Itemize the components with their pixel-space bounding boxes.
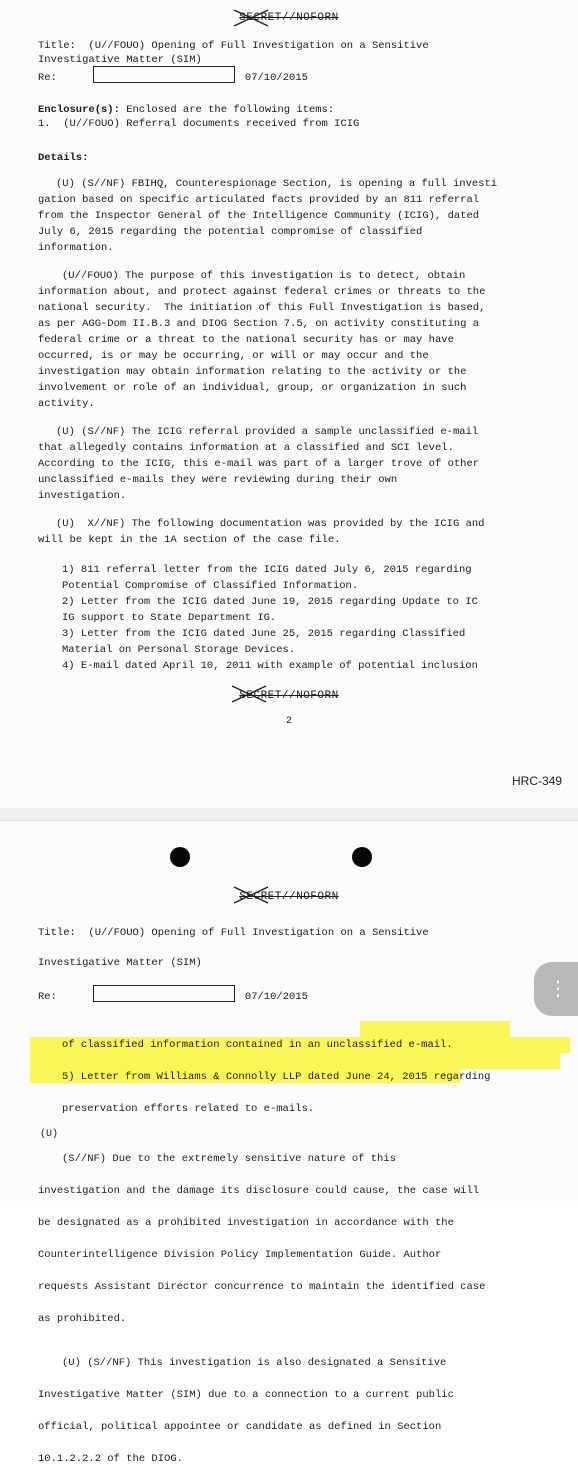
enclosure-line: Enclosure(s): Enclosed are the following items: bbox=[38, 104, 335, 116]
paragraph-6: (U) (S//NF) This investigation is also designated a Sensitive Investigative Matter (SIM) due to a connection to a current public official, political appointee or candidate as defined in Section 10.1.2.2.2 of the DIOG. bbox=[38, 1357, 454, 1465]
enclosure-item: 1. (U//FOUO) Referral documents received from ICIG bbox=[38, 118, 360, 130]
bates-number: HRC-349 bbox=[511, 774, 562, 788]
re-line: Re: 07/10/2015 bbox=[38, 66, 538, 86]
strike-x-icon bbox=[232, 885, 270, 905]
punch-hole-dot-icon bbox=[170, 847, 190, 867]
document-page-1: SECRET//NOFORN Title: (U//FOUO) Opening of Full Investigation on a Sensitive Investigative Matter (SIM) Re: 07/10/2015 Enclosure(s): Enclosed are the following items: 1. (U//FOUO) Referral documents received from ICIG Details: (U) (S//NF) FBIHQ, Counterespionage Section, is opening a full investi gation based on specific articulated facts provided by an 811 referral from the Inspector General of the Intelligence Community (ICIG), dated July 6, 2015 regarding the potential compromise of classified information. (U//FOUO) The purpose of this investigation is to detect, obtain information about, and protect against federal crimes or threats to the national security. The initiation of this Full Investigation is based, as per AGG-Dom II.B.3 and DIOG Section 7.5, on activity constituting a federal crime or a threat to the national security has or may have occurred, is or may be occurring, or will or may occur and the investigation may obtain information relating to the activity or the involvement or role of an individual, group, or organization in such activity. (U) (S//NF) The ICIG referral provided a sample unclassified e-mail that allegedly contains information at a classified and SCI level. According to the ICIG, this e-mail was part of a larger trove of other unclassified e-mails they were reviewing during their own investigation. (U) X//NF) The following documentation was provided by the ICIG and will be kept in the 1A section of the case file. 1) 811 referral letter from the ICIG dated July 6, 2015 regarding Potential Compromise of Classified Information. 2) Letter from the ICIG dated June 19, 2015 regarding Update to IC IG support to State Department IG. 3) Letter from the ICIG dated June 25, 2015 regarding Classified Material on Personal Storage Devices. 4) E-mail dated April 10, 2011 with example of potential inclusion SECRET//NOFORN 2 HRC-349 bbox=[0, 0, 578, 808]
page-number: 2 bbox=[285, 716, 292, 727]
classification-footer: SECRET//NOFORN bbox=[239, 690, 339, 702]
scroll-handle[interactable] bbox=[534, 962, 578, 1016]
title-line-2: Investigative Matter (SIM) bbox=[38, 54, 202, 66]
title-line-2: Investigative Matter (SIM) bbox=[38, 957, 202, 969]
strike-x-icon bbox=[230, 684, 268, 704]
list-continuation: of classified information contained in an unclassified e-mail. 5) Letter from Williams & Connolly LLP dated June 24, 2015 regarding preservation efforts related to e-mails. bbox=[62, 1039, 491, 1115]
title-line-1: Title: (U//FOUO) Opening of Full Investigation on a Sensitive bbox=[38, 927, 429, 939]
re-line: Re: 07/10/2015 bbox=[38, 985, 538, 1005]
highlight-mark bbox=[360, 1021, 510, 1037]
classification-header: SECRET//NOFORN bbox=[239, 891, 339, 903]
document-page-2 bbox=[0, 820, 578, 1465]
highlight-mark bbox=[30, 1053, 560, 1069]
title-line-1: Title: (U//FOUO) Opening of Full Investigation on a Sensitive bbox=[38, 40, 429, 52]
page-separator bbox=[0, 808, 578, 820]
paragraph-5: (U) (S//NF) Due to the extremely sensitive nature of this investigation and the damage its disclosure could cause, the case will be designated as a prohibited investigation in accordance with the Counterintelligence Division Policy Implementation Guide. Author requests Assistant Director concurrence to maintain the identified case as prohibited. bbox=[38, 1129, 486, 1325]
punch-hole-dot-icon bbox=[352, 847, 372, 867]
redaction-box bbox=[93, 66, 235, 83]
classification-header: SECRET//NOFORN bbox=[239, 12, 339, 24]
scroll-handle-icon: ⋮ bbox=[548, 976, 568, 1000]
redaction-box bbox=[93, 985, 235, 1002]
strike-x-icon bbox=[232, 8, 270, 28]
details-heading: Details: bbox=[38, 152, 89, 164]
